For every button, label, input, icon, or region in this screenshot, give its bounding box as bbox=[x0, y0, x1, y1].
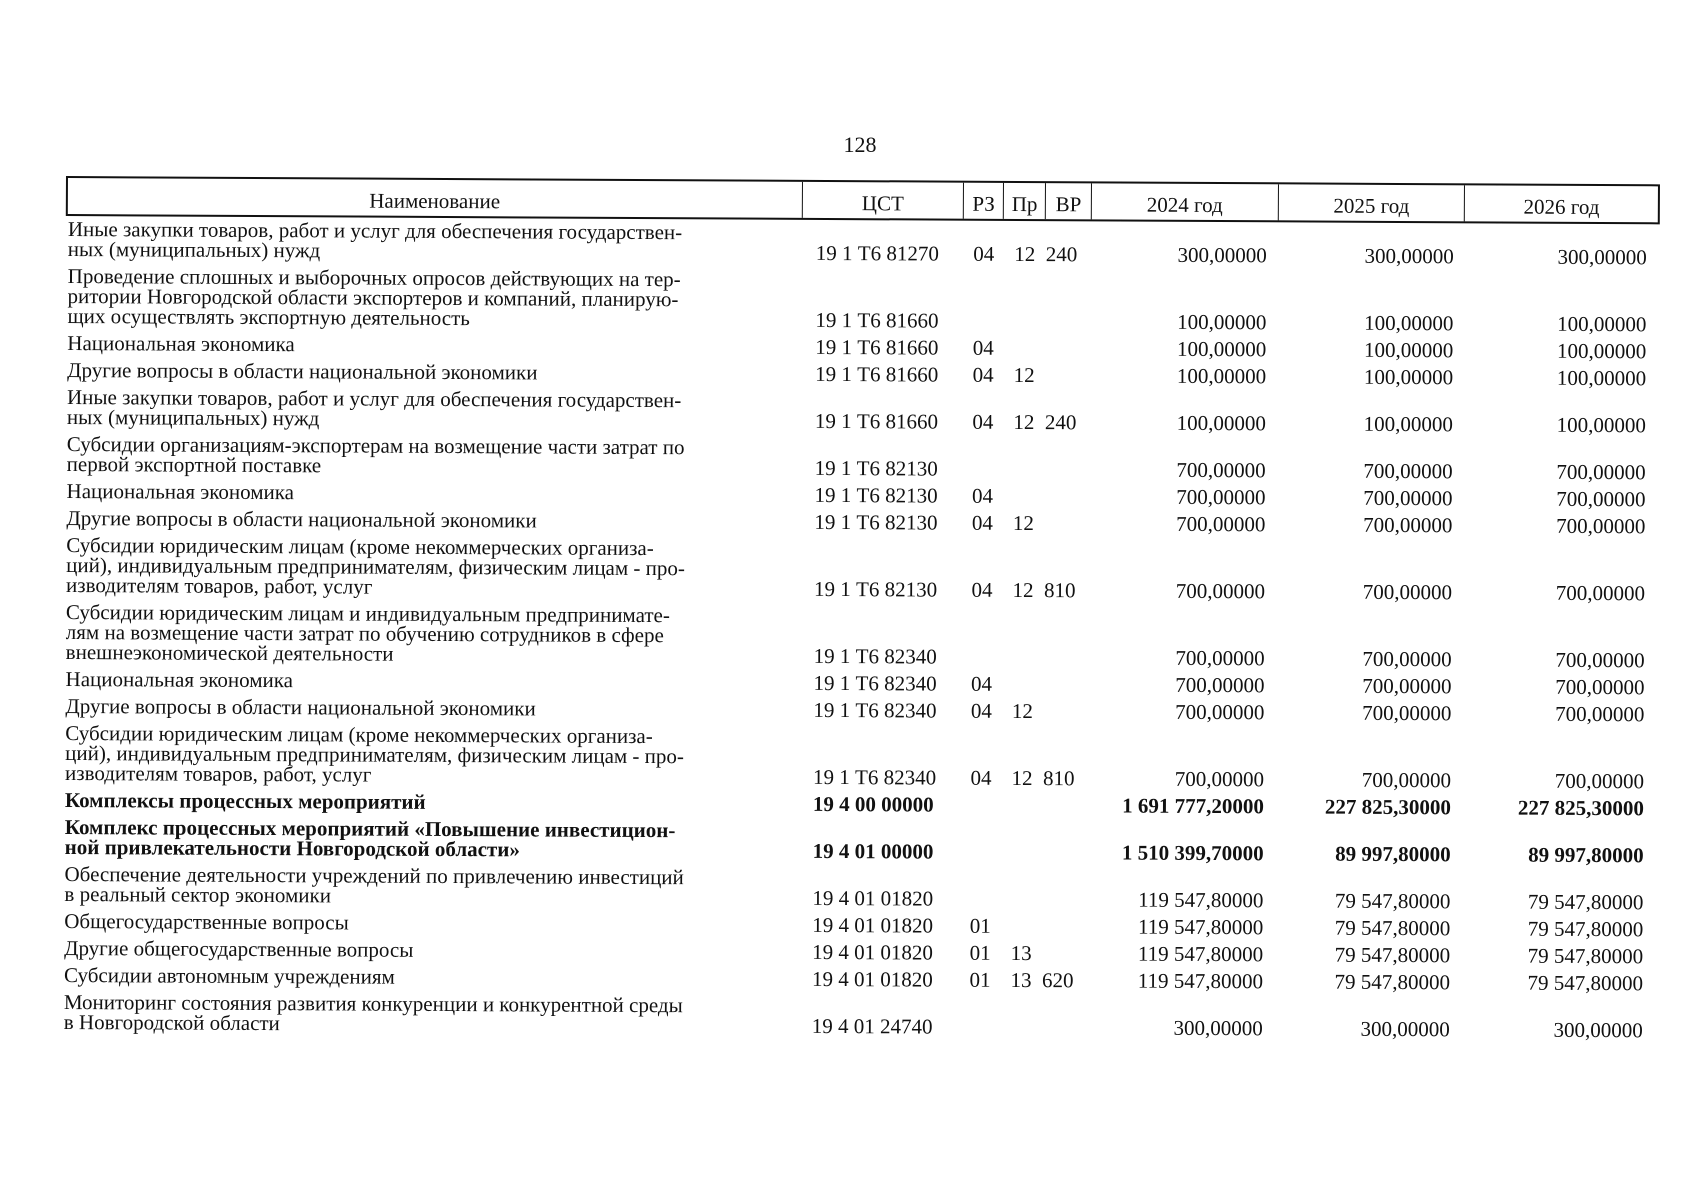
row-2025: 700,00000 bbox=[1363, 512, 1453, 538]
header-2025: 2025 год bbox=[1279, 184, 1466, 221]
row-name: Общегосударственные вопросы bbox=[64, 909, 349, 935]
row-name: Субсидии юридическим лицам (кроме некоммерческих организа- ций), индивидуальным предпринимателям, физическим лицам - про- изводителям товаров, работ, услуг bbox=[65, 721, 685, 787]
row-cst: 19 4 01 01820 bbox=[811, 966, 933, 992]
row-2024: 100,00000 bbox=[1177, 336, 1267, 362]
row-name: Другие общегосударственные вопросы bbox=[64, 936, 414, 962]
row-name: Субсидии юридическим лицам и индивидуальным предпринимате- лям на возмещение части затрат по обучению сотрудников в сфере внешнеэкономической деятельности bbox=[65, 600, 670, 666]
row-name: Субсидии автономным учреждениям bbox=[63, 963, 395, 989]
table-row bbox=[64, 599, 1658, 674]
row-cst: 19 1 Т6 82130 bbox=[814, 482, 938, 508]
row-2025: 100,00000 bbox=[1364, 310, 1454, 336]
row-pr: 12 bbox=[1011, 765, 1033, 791]
row-rz: 01 bbox=[969, 913, 991, 938]
row-2026: 79 547,80000 bbox=[1527, 916, 1644, 942]
row-2026: 300,00000 bbox=[1557, 244, 1647, 270]
table-row bbox=[62, 861, 1656, 916]
row-rz: 04 bbox=[972, 409, 994, 434]
row-pr: 12 bbox=[1012, 577, 1034, 603]
row-cst: 19 1 Т6 81660 bbox=[814, 408, 939, 434]
row-rz: 04 bbox=[971, 483, 994, 508]
row-2024: 119 547,80000 bbox=[1138, 887, 1264, 913]
row-cst: 19 4 01 01820 bbox=[812, 885, 934, 911]
row-pr: 13 bbox=[1010, 967, 1032, 993]
row-2024: 700,00000 bbox=[1176, 511, 1266, 537]
row-vr: 240 bbox=[1044, 410, 1077, 435]
row-pr: 12 bbox=[1014, 241, 1036, 267]
row-name: Комплекс процессных мероприятий «Повышение инвестицион- ной привлекательности Новгородской области» bbox=[64, 815, 676, 862]
row-cst: 19 4 01 01820 bbox=[812, 912, 934, 938]
budget-table bbox=[63, 176, 1660, 1043]
row-2024: 300,00000 bbox=[1177, 242, 1267, 268]
row-rz: 04 bbox=[971, 577, 993, 602]
row-cst: 19 1 Т6 81270 bbox=[815, 240, 939, 266]
row-2026: 700,00000 bbox=[1556, 513, 1646, 539]
row-cst: 19 4 01 01820 bbox=[812, 939, 933, 965]
row-2026: 700,00000 bbox=[1554, 768, 1645, 794]
row-2024: 119 547,80000 bbox=[1137, 968, 1264, 994]
row-2026: 700,00000 bbox=[1556, 459, 1646, 485]
row-2025: 79 547,80000 bbox=[1334, 969, 1451, 995]
row-name: Национальная экономика bbox=[65, 667, 294, 693]
row-pr: 12 bbox=[1013, 409, 1035, 435]
row-2024: 700,00000 bbox=[1176, 484, 1266, 510]
row-2025: 100,00000 bbox=[1363, 411, 1453, 437]
row-2025: 89 997,80000 bbox=[1335, 841, 1451, 867]
row-vr: 620 bbox=[1041, 968, 1074, 993]
header-pr: Пр bbox=[1004, 183, 1046, 219]
row-name: Субсидии организациям-экспортерам на возмещение части затрат по первой экспортной поставке bbox=[66, 432, 685, 478]
table-row bbox=[65, 384, 1659, 439]
header-name: Наименование bbox=[68, 178, 803, 218]
row-2026: 700,00000 bbox=[1555, 701, 1645, 727]
row-2024: 100,00000 bbox=[1176, 363, 1267, 389]
row-2024: 700,00000 bbox=[1175, 699, 1265, 725]
row-name: Иные закупки товаров, работ и услуг для обеспечения государствен- ных (муниципальных) нужд bbox=[66, 385, 682, 431]
row-2025: 700,00000 bbox=[1362, 646, 1452, 672]
row-2024: 1 691 777,20000 bbox=[1122, 793, 1264, 819]
table-body bbox=[62, 216, 1660, 1044]
row-2025: 100,00000 bbox=[1363, 364, 1454, 390]
row-2024: 700,00000 bbox=[1175, 645, 1265, 671]
row-2025: 300,00000 bbox=[1360, 1016, 1450, 1042]
row-cst: 19 1 Т6 81660 bbox=[815, 307, 939, 333]
row-2025: 700,00000 bbox=[1362, 579, 1453, 605]
header-cst: ЦСТ bbox=[802, 182, 964, 219]
row-cst: 19 1 Т6 82130 bbox=[814, 455, 938, 481]
row-2025: 300,00000 bbox=[1364, 243, 1454, 269]
row-2026: 89 997,80000 bbox=[1528, 842, 1644, 868]
row-2024: 700,00000 bbox=[1174, 766, 1265, 792]
row-name: Мониторинг состояния развития конкуренции и конкурентной среды в Новгородской области bbox=[63, 989, 683, 1036]
row-2025: 700,00000 bbox=[1363, 485, 1453, 511]
row-2026: 700,00000 bbox=[1555, 580, 1646, 606]
page-number: 128 bbox=[843, 132, 877, 157]
row-2024: 100,00000 bbox=[1177, 309, 1267, 335]
table-row bbox=[64, 532, 1658, 607]
row-cst: 19 4 00 00000 bbox=[812, 791, 934, 817]
row-rz: 04 bbox=[970, 698, 992, 723]
row-2025: 79 547,80000 bbox=[1334, 915, 1451, 941]
row-2024: 700,00000 bbox=[1175, 672, 1265, 698]
row-2026: 79 547,80000 bbox=[1527, 970, 1644, 996]
row-cst: 19 4 01 24740 bbox=[811, 1013, 933, 1039]
row-2026: 100,00000 bbox=[1557, 338, 1647, 364]
header-2026: 2026 год bbox=[1523, 194, 1600, 220]
row-pr: 12 bbox=[1011, 698, 1033, 724]
row-cst: 19 4 01 00000 bbox=[812, 838, 934, 864]
row-2026: 700,00000 bbox=[1555, 647, 1645, 673]
row-2024: 1 510 399,70000 bbox=[1121, 840, 1264, 866]
table-row bbox=[63, 720, 1657, 795]
header-vr: ВР bbox=[1046, 183, 1092, 219]
row-name: Другие вопросы в области национальной экономики bbox=[66, 506, 537, 533]
row-name: Проведение сплошных и выборочных опросов действующих на тер- ритории Новгородской области экспортеров и компаний, планирую- щих осуществлять экспортную деятельность bbox=[67, 264, 681, 331]
row-vr: 810 bbox=[1043, 578, 1076, 603]
row-2026: 227 825,30000 bbox=[1517, 795, 1644, 821]
row-cst: 19 1 Т6 81660 bbox=[815, 361, 939, 387]
row-vr: 240 bbox=[1045, 242, 1078, 267]
row-cst: 19 1 Т6 82340 bbox=[813, 697, 937, 723]
row-2025: 79 547,80000 bbox=[1334, 942, 1451, 968]
row-2024: 119 547,80000 bbox=[1137, 941, 1264, 967]
row-2025: 700,00000 bbox=[1363, 458, 1453, 484]
row-cst: 19 1 Т6 81660 bbox=[815, 334, 939, 360]
row-rz: 04 bbox=[972, 335, 994, 360]
row-name: Обеспечение деятельности учреждений по привлечению инвестиций в реальный сектор экономики bbox=[64, 862, 684, 908]
row-2026: 700,00000 bbox=[1555, 674, 1645, 700]
row-rz: 01 bbox=[969, 967, 991, 992]
row-name: Комплексы процессных мероприятий bbox=[64, 788, 426, 814]
header-2024: 2024 год bbox=[1092, 183, 1279, 220]
row-2024: 700,00000 bbox=[1175, 578, 1266, 604]
row-vr: 810 bbox=[1043, 766, 1075, 791]
row-rz: 04 bbox=[971, 671, 993, 696]
row-2025: 700,00000 bbox=[1362, 673, 1452, 699]
row-2026: 79 547,80000 bbox=[1527, 943, 1644, 969]
row-2026: 100,00000 bbox=[1556, 412, 1646, 438]
row-2025: 100,00000 bbox=[1364, 337, 1454, 363]
row-2025: 700,00000 bbox=[1361, 767, 1452, 793]
table-row bbox=[65, 431, 1659, 486]
row-2024: 300,00000 bbox=[1173, 1015, 1263, 1041]
row-rz: 04 bbox=[970, 765, 992, 790]
header-rz: РЗ bbox=[964, 183, 1004, 219]
row-name: Другие вопросы в области национальной экономики bbox=[67, 358, 538, 385]
row-2025: 79 547,80000 bbox=[1334, 888, 1451, 914]
row-pr: 12 bbox=[1013, 362, 1035, 388]
row-2026: 700,00000 bbox=[1556, 486, 1646, 512]
row-cst: 19 1 Т6 82340 bbox=[813, 670, 937, 696]
row-2026: 100,00000 bbox=[1556, 365, 1647, 391]
row-2024: 100,00000 bbox=[1176, 410, 1266, 436]
row-2025: 700,00000 bbox=[1362, 700, 1452, 726]
row-2025: 227 825,30000 bbox=[1324, 794, 1451, 820]
row-cst: 19 1 Т6 82340 bbox=[813, 643, 937, 669]
row-2026: 79 547,80000 bbox=[1527, 889, 1644, 915]
table-row bbox=[65, 263, 1659, 338]
row-pr: 13 bbox=[1010, 940, 1032, 966]
row-2024: 119 547,80000 bbox=[1137, 914, 1264, 940]
row-name: Субсидии юридическим лицам (кроме некоммерческих организа- ций), индивидуальным предпринимателям, физическим лицам - про- изводителям товаров, работ, услуг bbox=[66, 533, 685, 599]
row-2024: 700,00000 bbox=[1176, 457, 1266, 483]
row-rz: 01 bbox=[969, 940, 991, 965]
row-name: Другие вопросы в области национальной экономики bbox=[65, 694, 536, 721]
row-rz: 04 bbox=[971, 510, 993, 535]
row-2026: 300,00000 bbox=[1553, 1017, 1643, 1043]
row-cst: 19 1 Т6 82130 bbox=[814, 509, 938, 535]
row-cst: 19 1 Т6 82130 bbox=[813, 576, 938, 602]
row-2026: 100,00000 bbox=[1557, 311, 1647, 337]
row-rz: 04 bbox=[972, 362, 994, 387]
row-rz: 04 bbox=[973, 241, 995, 266]
table-row bbox=[63, 814, 1657, 869]
row-name: Национальная экономика bbox=[67, 331, 295, 357]
row-pr: 12 bbox=[1012, 510, 1034, 536]
row-name: Национальная экономика bbox=[66, 479, 295, 505]
row-cst: 19 1 Т6 82340 bbox=[813, 764, 937, 790]
table-row bbox=[62, 989, 1656, 1044]
table-row bbox=[66, 216, 1660, 271]
row-name: Иные закупки товаров, работ и услуг для обеспечения государствен- ных (муниципальных) нужд bbox=[67, 217, 683, 263]
